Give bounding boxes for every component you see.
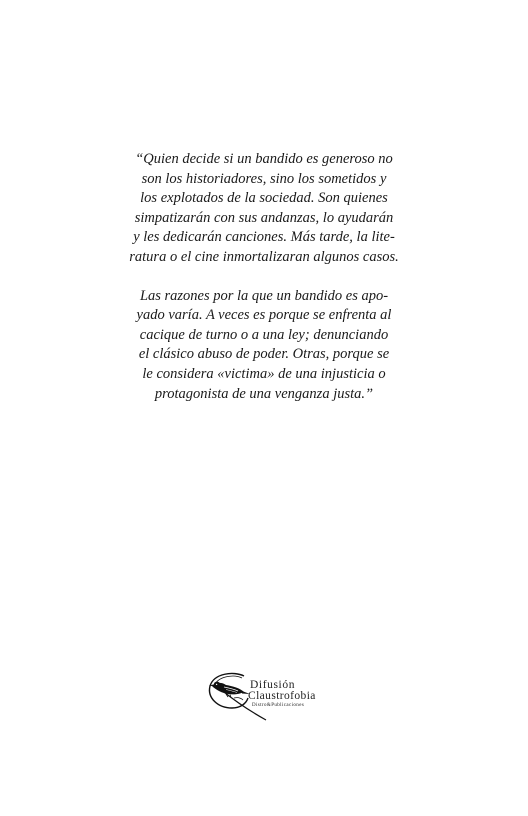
quote-paragraph-1 <box>120 150 408 268</box>
logo-line-claustrofobia: Claustrofobia <box>248 690 316 702</box>
epigraph-quote <box>120 150 408 404</box>
quote-paragraph-2 <box>120 287 408 405</box>
publisher-logo <box>204 670 328 722</box>
logo-wordmark <box>250 680 316 709</box>
logo-line-difusion: Difusión <box>250 679 296 691</box>
logo-line-distro: Distro&Publicaciones <box>252 703 305 708</box>
quote-line: “Quien decide si un bandido es generoso no <box>135 151 393 167</box>
quote-line: protagonista de una venganza justa.” <box>154 385 374 402</box>
quote-line: Las razones por la que un bandido es apo- <box>139 287 389 304</box>
quote-line: son los historiadores, sino los sometidos y <box>141 170 387 187</box>
quote-line: ratura o el cine inmortalizaran algunos casos. <box>129 248 399 265</box>
quote-line: le considera «victima» de una injusticia o <box>142 365 386 382</box>
quote-line: los explotados de la sociedad. Son quienes <box>140 190 388 207</box>
paragraph-spacer <box>120 268 408 287</box>
quote-line: cacique de turno o a una ley; denunciando <box>139 326 389 343</box>
quote-line: simpatizarán con sus andanzas, lo ayudarán <box>134 209 394 226</box>
quote-line: el clásico abuso de poder. Otras, porque se <box>138 346 390 363</box>
quote-line: yado varía. A veces es porque se enfrenta al <box>136 307 392 324</box>
quote-line: y les dedicarán canciones. Más tarde, la lite- <box>133 229 395 246</box>
